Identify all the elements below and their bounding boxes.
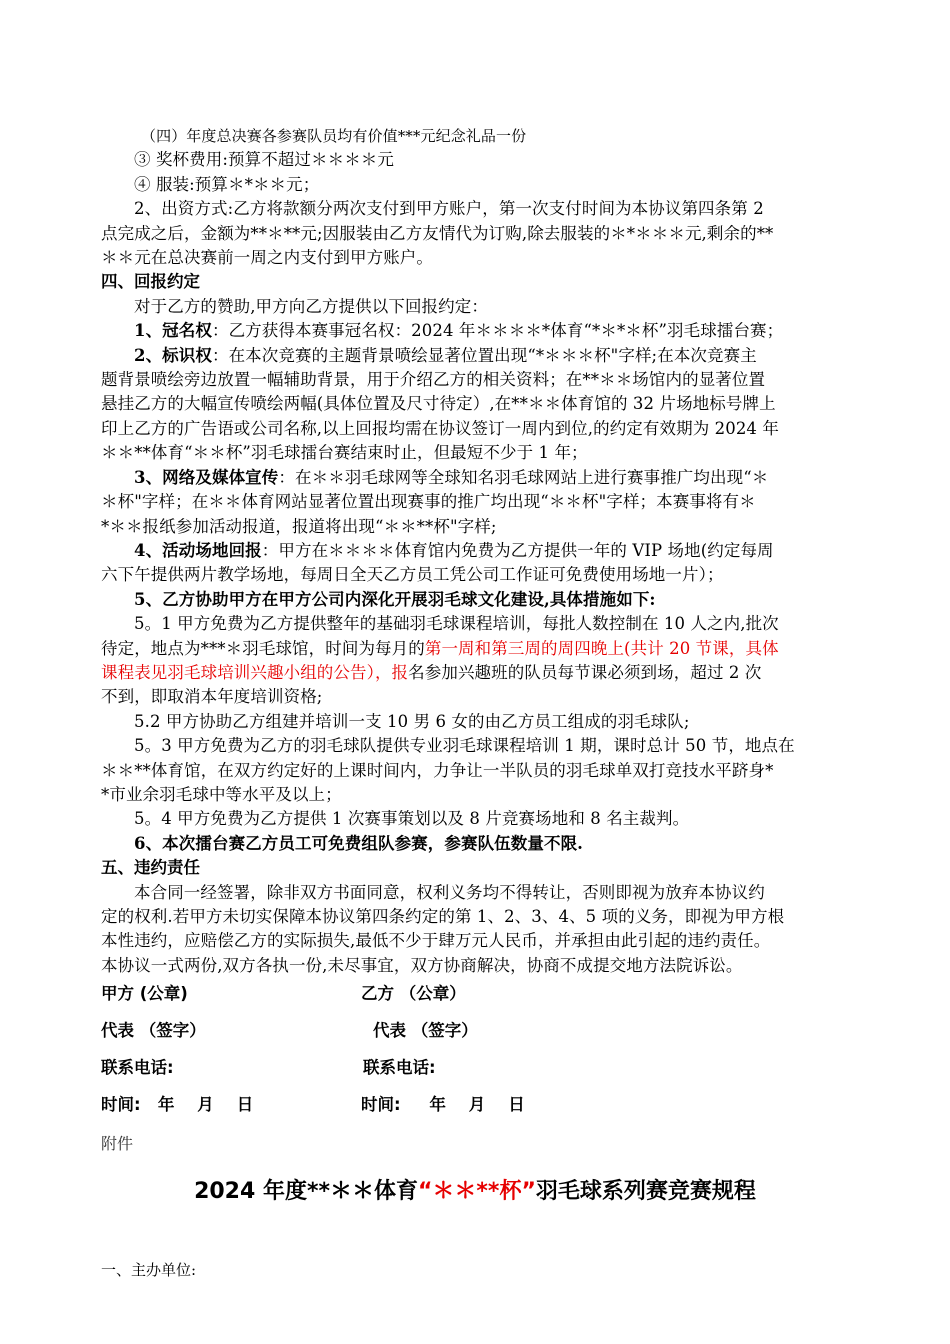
clause-label: 2、标识权 (134, 345, 212, 365)
paragraph: 2、出资方式:乙方将款额分两次支付到甲方账户，第一次支付时间为本协议第四条第 2 (134, 199, 764, 219)
paragraph: 5.2 甲方协助乙方组建并培训一支 10 男 6 女的由乙方员工组成的羽毛球队; (134, 711, 690, 731)
paragraph: *＊＊报纸参加活动报道，报道将出现“＊＊**杯"字样; (101, 516, 497, 536)
paragraph: ＊＊**体育馆，在双方约定好的上课时间内，力争让一半队员的羽毛球单双打竞技水平跻身* (101, 760, 774, 780)
section-heading: 四、回报约定 (101, 272, 200, 292)
paragraph: 5。4 甲方免费为乙方提供 1 次赛事策划以及 8 片竞赛场地和 8 名主裁判。 (134, 809, 690, 829)
document-title (0, 1174, 950, 1205)
title-highlight: “＊＊**杯” (417, 1179, 536, 1204)
paragraph: 悬挂乙方的大幅宣传喷绘两幅(具体位置及尺寸待定）,在**＊＊体育馆的 32 片场地标号牌上 (101, 394, 776, 414)
party-b-seal-label: 乙方 （公章） (361, 984, 466, 1004)
paragraph: 不到，即取消本年度培训资格; (101, 687, 323, 707)
paragraph: ③ 奖杯费用:预算不超过＊＊＊＊元 (134, 150, 395, 170)
party-b-date-label: 时间: 年 月 日 (361, 1095, 525, 1115)
paragraph: 本协议一式两份,双方各执一份,未尽事宜，双方协商解决，协商不成提交地方法院诉讼。 (101, 955, 743, 975)
title-part: 羽毛球系列赛竞赛规程 (535, 1179, 756, 1204)
party-a-rep-label: 代表 （签字） (101, 1021, 206, 1041)
paragraph (101, 539, 877, 563)
paragraph: 5。1 甲方免费为乙方提供整年的基础羽毛球课程培训，每批人数控制在 10 人之内,批次 (134, 614, 779, 634)
paragraph: 5。3 甲方免费为乙方的羽毛球队提供专业羽毛球课程培训 1 期，课时总计 50 节，地点在 (134, 736, 795, 756)
paragraph: 定的权利.若甲方未切实保障本协议第四条约定的第 1、2、3、4、5 项的义务，即视为甲方根 (101, 907, 785, 926)
paragraph: ④ 服装:预算＊*＊＊元； (134, 174, 320, 194)
paragraph: 5、乙方协助甲方在甲方公司内深化开展羽毛球文化建设,具体措施如下: (134, 589, 656, 609)
paragraph: 对于乙方的赞助,甲方向乙方提供以下回报约定： (134, 296, 488, 316)
signature-row (101, 1091, 877, 1128)
signature-row (101, 1017, 877, 1054)
paragraph: 6、本次擂台赛乙方员工可免费组队参赛，参赛队伍数量不限. (134, 833, 584, 853)
paragraph: ＊＊元在总决赛前一周之内支付到甲方账户。 (101, 248, 433, 268)
highlight-text: 课程表见羽毛球培训兴趣小组的公告），报 (101, 662, 409, 682)
paragraph (101, 344, 877, 368)
title-part: 2024 年度**＊＊体育 (194, 1179, 418, 1204)
document-body (101, 124, 877, 1156)
clause-text: ：乙方获得本赛事冠名权：2024 年＊＊＊＊*体育“*＊*＊杯”羽毛球擂台赛； (211, 321, 784, 341)
paragraph: ＊杯"字样；在＊＊体育网站显著位置出现赛事的推广均出现“＊＊杯"字样；本赛事将有＊ (101, 492, 756, 512)
paragraph: 印上乙方的广告语或公司名称,以上回报均需在协议签订一周内到位,的约定有效期为 2024 年 (101, 418, 779, 438)
party-b-phone-label: 联系电话: (363, 1058, 436, 1078)
clause-label: 1、冠名权 (134, 321, 212, 341)
signature-row (101, 1054, 877, 1091)
attachment-label: 附件 (101, 1134, 134, 1154)
paragraph: 题背景喷绘旁边放置一幅辅助背景，用于介绍乙方的相关资料；在**＊＊场馆内的显著位置 (101, 370, 766, 390)
section-heading: 五、违约责任 (101, 858, 200, 878)
paragraph (101, 637, 877, 661)
clause-text: ：在＊＊羽毛球网等全球知名羽毛球网站上进行赛事推广均出现“＊ (278, 467, 769, 487)
section-heading: 一、主办单位: (101, 1261, 197, 1279)
paragraph: 点完成之后，金额为**＊**元;因服装由乙方友情代为订购,除去服装的＊*＊＊＊元,剩余的** (101, 223, 774, 243)
clause-text: ：甲方在＊＊＊＊体育馆内免费为乙方提供一年的 VIP 场地(约定每周 (261, 540, 774, 560)
paragraph: 六下午提供两片教学场地，每周日全天乙方员工凭公司工作证可免费使用场地一片）； (101, 565, 724, 585)
signature-block (101, 980, 877, 1128)
paragraph: ＊＊**体育“＊＊杯”羽毛球擂台赛结束时止，但最短不少于 1 年； (101, 443, 588, 463)
paragraph: 本性违约，应赔偿乙方的实际损失,最低不少于肆万元人民币，并承担由此引起的违约责任。 (101, 931, 771, 951)
party-b-rep-label: 代表 （签字） (373, 1021, 478, 1041)
paragraph: *市业余羽毛球中等水平及以上； (101, 784, 342, 804)
paragraph: （四）年度总决赛各参赛队员均有价值***元纪念礼品一份 (141, 127, 527, 145)
text-span: 名参加兴趣班的队员每节课必须到场，超过 2 次 (408, 662, 762, 682)
clause-label: 3、网络及媒体宣传 (134, 467, 279, 487)
clause-label: 4、活动场地回报 (134, 540, 262, 560)
clause-text: ：在本次竞赛的主题背景喷绘显著位置出现“*＊＊＊杯"字样;在本次竞赛主 (211, 345, 757, 365)
paragraph: 本合同一经签署，除非双方书面同意，权利义务均不得转让，否则即视为放弃本协议约 (134, 882, 765, 902)
party-a-seal-label: 甲方 (公章) (101, 984, 188, 1004)
paragraph (101, 466, 877, 490)
signature-row (101, 980, 877, 1017)
paragraph (101, 319, 877, 343)
paragraph (101, 661, 877, 685)
party-a-phone-label: 联系电话: (101, 1058, 174, 1078)
text-span: 待定，地点为***＊羽毛球馆，时间为每月的 (101, 638, 425, 658)
party-a-date-label: 时间: 年 月 日 (101, 1095, 254, 1115)
highlight-text: 第一周和第三周的周四晚上(共计 20 节课，具体 (424, 638, 779, 658)
